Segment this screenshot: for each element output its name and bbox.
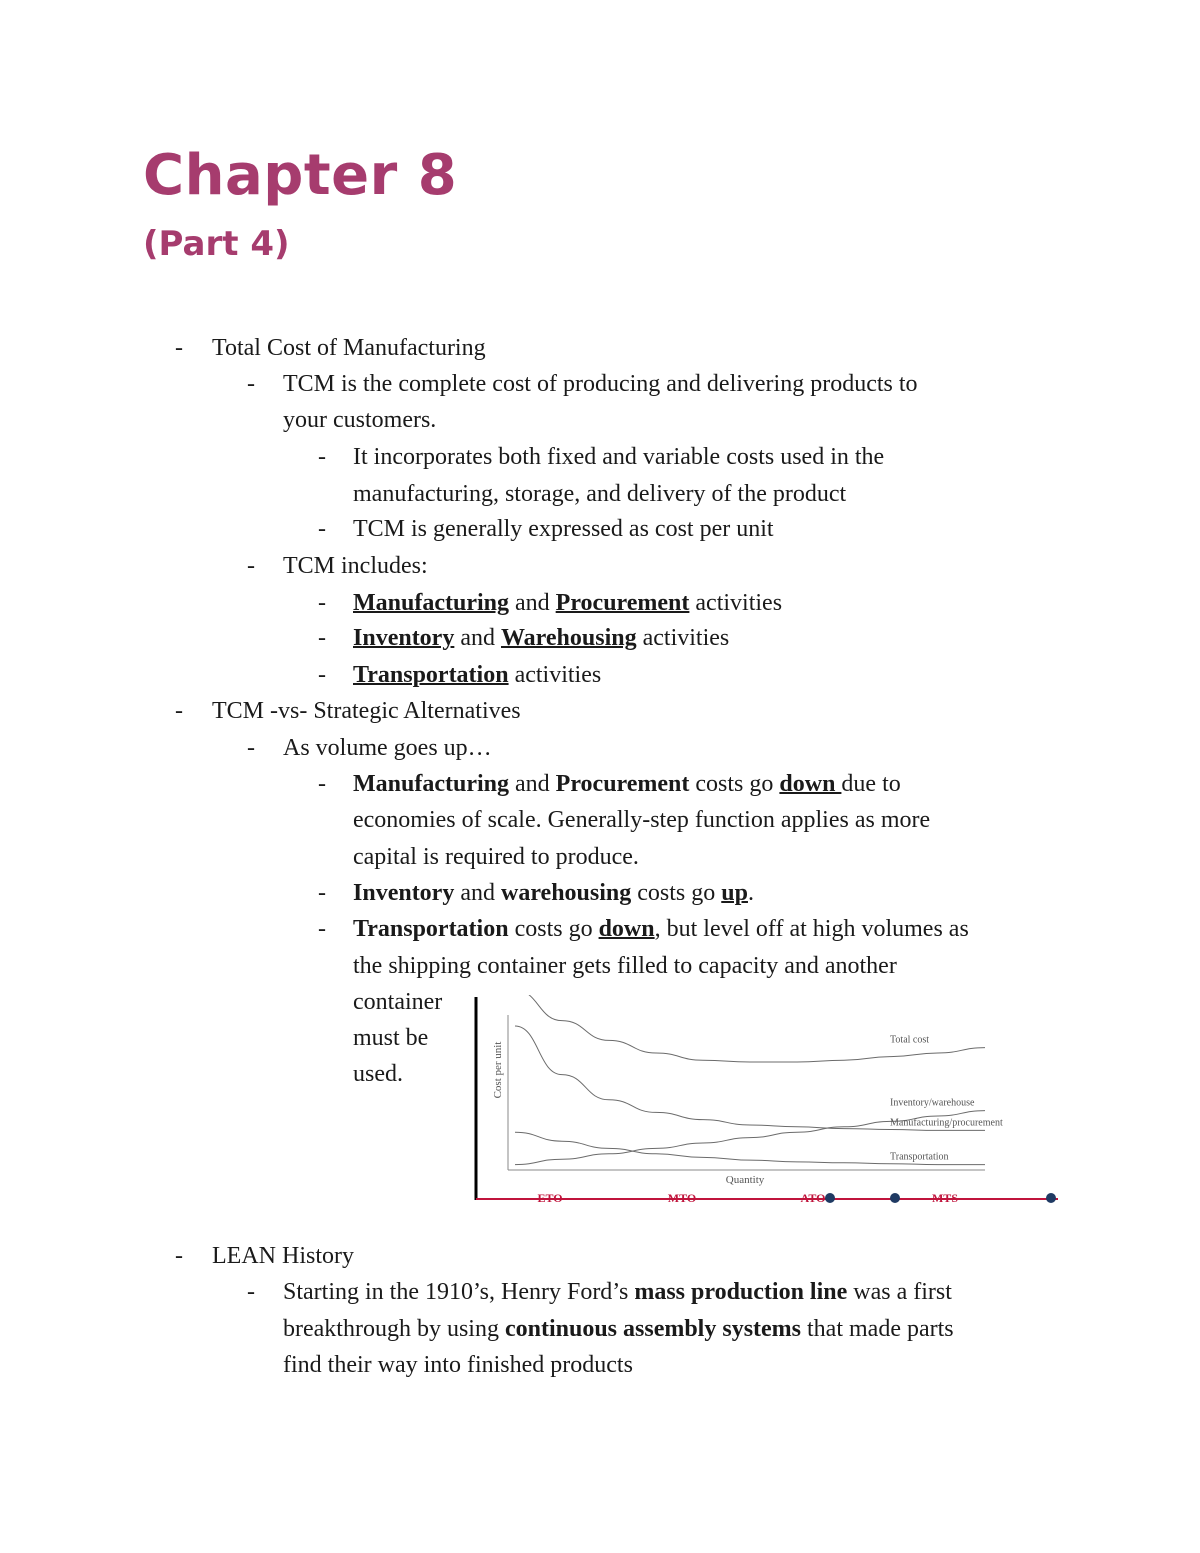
includes-item-2: Inventory and Warehousing activities xyxy=(353,625,730,651)
category-label-0: ETO xyxy=(537,1191,563,1205)
bullet-dash: - xyxy=(247,553,255,579)
tcm-definition-line-2: your customers. xyxy=(283,407,437,433)
point-1-line-3: capital is required to produce. xyxy=(353,844,639,870)
bullet-dash: - xyxy=(318,516,326,542)
point-3-line-1: Transportation costs go down, but level off at high volumes as xyxy=(353,916,969,942)
tcm-detail-1-line-2: manufacturing, storage, and delivery of the product xyxy=(353,481,847,507)
tcm-includes: TCM includes: xyxy=(283,553,428,579)
bullet-dash: - xyxy=(318,625,326,651)
tcm-detail-1-line-1: It incorporates both fixed and variable costs used in the xyxy=(353,444,885,470)
bullet-dash: - xyxy=(318,916,326,942)
point-3-line-3: container xyxy=(353,989,443,1015)
bullet-dash: - xyxy=(247,371,255,397)
volume-note: As volume goes up… xyxy=(283,735,492,761)
point-1-line-1: Manufacturing and Procurement costs go down due to xyxy=(353,771,901,797)
series-layer xyxy=(515,995,1003,1165)
bullet-dash: - xyxy=(318,444,326,470)
series-label-0: Total cost xyxy=(890,1034,930,1046)
section-heading-strategic: TCM -vs- Strategic Alternatives xyxy=(212,698,521,724)
point-1-line-2: economies of scale. Generally-step function applies as more xyxy=(353,807,931,833)
point-2: Inventory and warehousing costs go up. xyxy=(353,880,754,906)
bullet-dash: - xyxy=(318,880,326,906)
x-axis-label: Quantity xyxy=(725,1174,765,1186)
point-3-line-5: used. xyxy=(353,1061,403,1087)
series-label-2: Manufacturing/procurement xyxy=(890,1117,1003,1129)
lean-line-2: breakthrough by using continuous assembly systems that made parts xyxy=(283,1316,954,1342)
bullet-dash: - xyxy=(318,590,326,616)
cost-chart xyxy=(470,995,1060,1205)
includes-item-1: Manufacturing and Procurement activities xyxy=(353,590,783,616)
chapter-subtitle: (Part 4) xyxy=(143,224,290,264)
point-3-line-4: must be xyxy=(353,1025,429,1051)
bullet-dash: - xyxy=(318,662,326,688)
home-marker-icon xyxy=(825,1193,835,1203)
tcm-detail-2: TCM is generally expressed as cost per unit xyxy=(353,516,774,542)
bullet-dash: - xyxy=(247,735,255,761)
chapter-title: Chapter 8 xyxy=(143,143,458,208)
lean-line-3: find their way into finished products xyxy=(283,1352,633,1378)
bullet-dash: - xyxy=(175,698,183,724)
series-label-1: Inventory/warehouse xyxy=(890,1097,975,1109)
bullet-dash: - xyxy=(318,771,326,797)
bullet-dash: - xyxy=(175,1243,183,1269)
category-label-2: ATO xyxy=(800,1191,826,1205)
home-marker-icon xyxy=(890,1193,900,1203)
tcm-definition-line-1: TCM is the complete cost of producing and delivering products to xyxy=(283,371,918,397)
includes-item-3: Transportation activities xyxy=(353,662,602,688)
category-label-3: MTS xyxy=(931,1191,959,1205)
cost-chart-svg xyxy=(470,995,1060,1205)
category-label-1: MTO xyxy=(667,1191,697,1205)
section-heading-tcm: Total Cost of Manufacturing xyxy=(212,335,486,361)
series-line-0 xyxy=(515,995,985,1062)
series-label-3: Transportation xyxy=(890,1151,949,1163)
bullet-dash: - xyxy=(175,335,183,361)
lean-line-1: Starting in the 1910’s, Henry Ford’s mass production line was a first xyxy=(283,1279,952,1305)
bullet-dash: - xyxy=(247,1279,255,1305)
point-3-line-2: the shipping container gets filled to capacity and another xyxy=(353,953,897,979)
home-marker-icon xyxy=(1046,1193,1056,1203)
section-heading-lean: LEAN History xyxy=(212,1243,354,1269)
y-axis-label: Cost per unit xyxy=(492,1041,504,1099)
